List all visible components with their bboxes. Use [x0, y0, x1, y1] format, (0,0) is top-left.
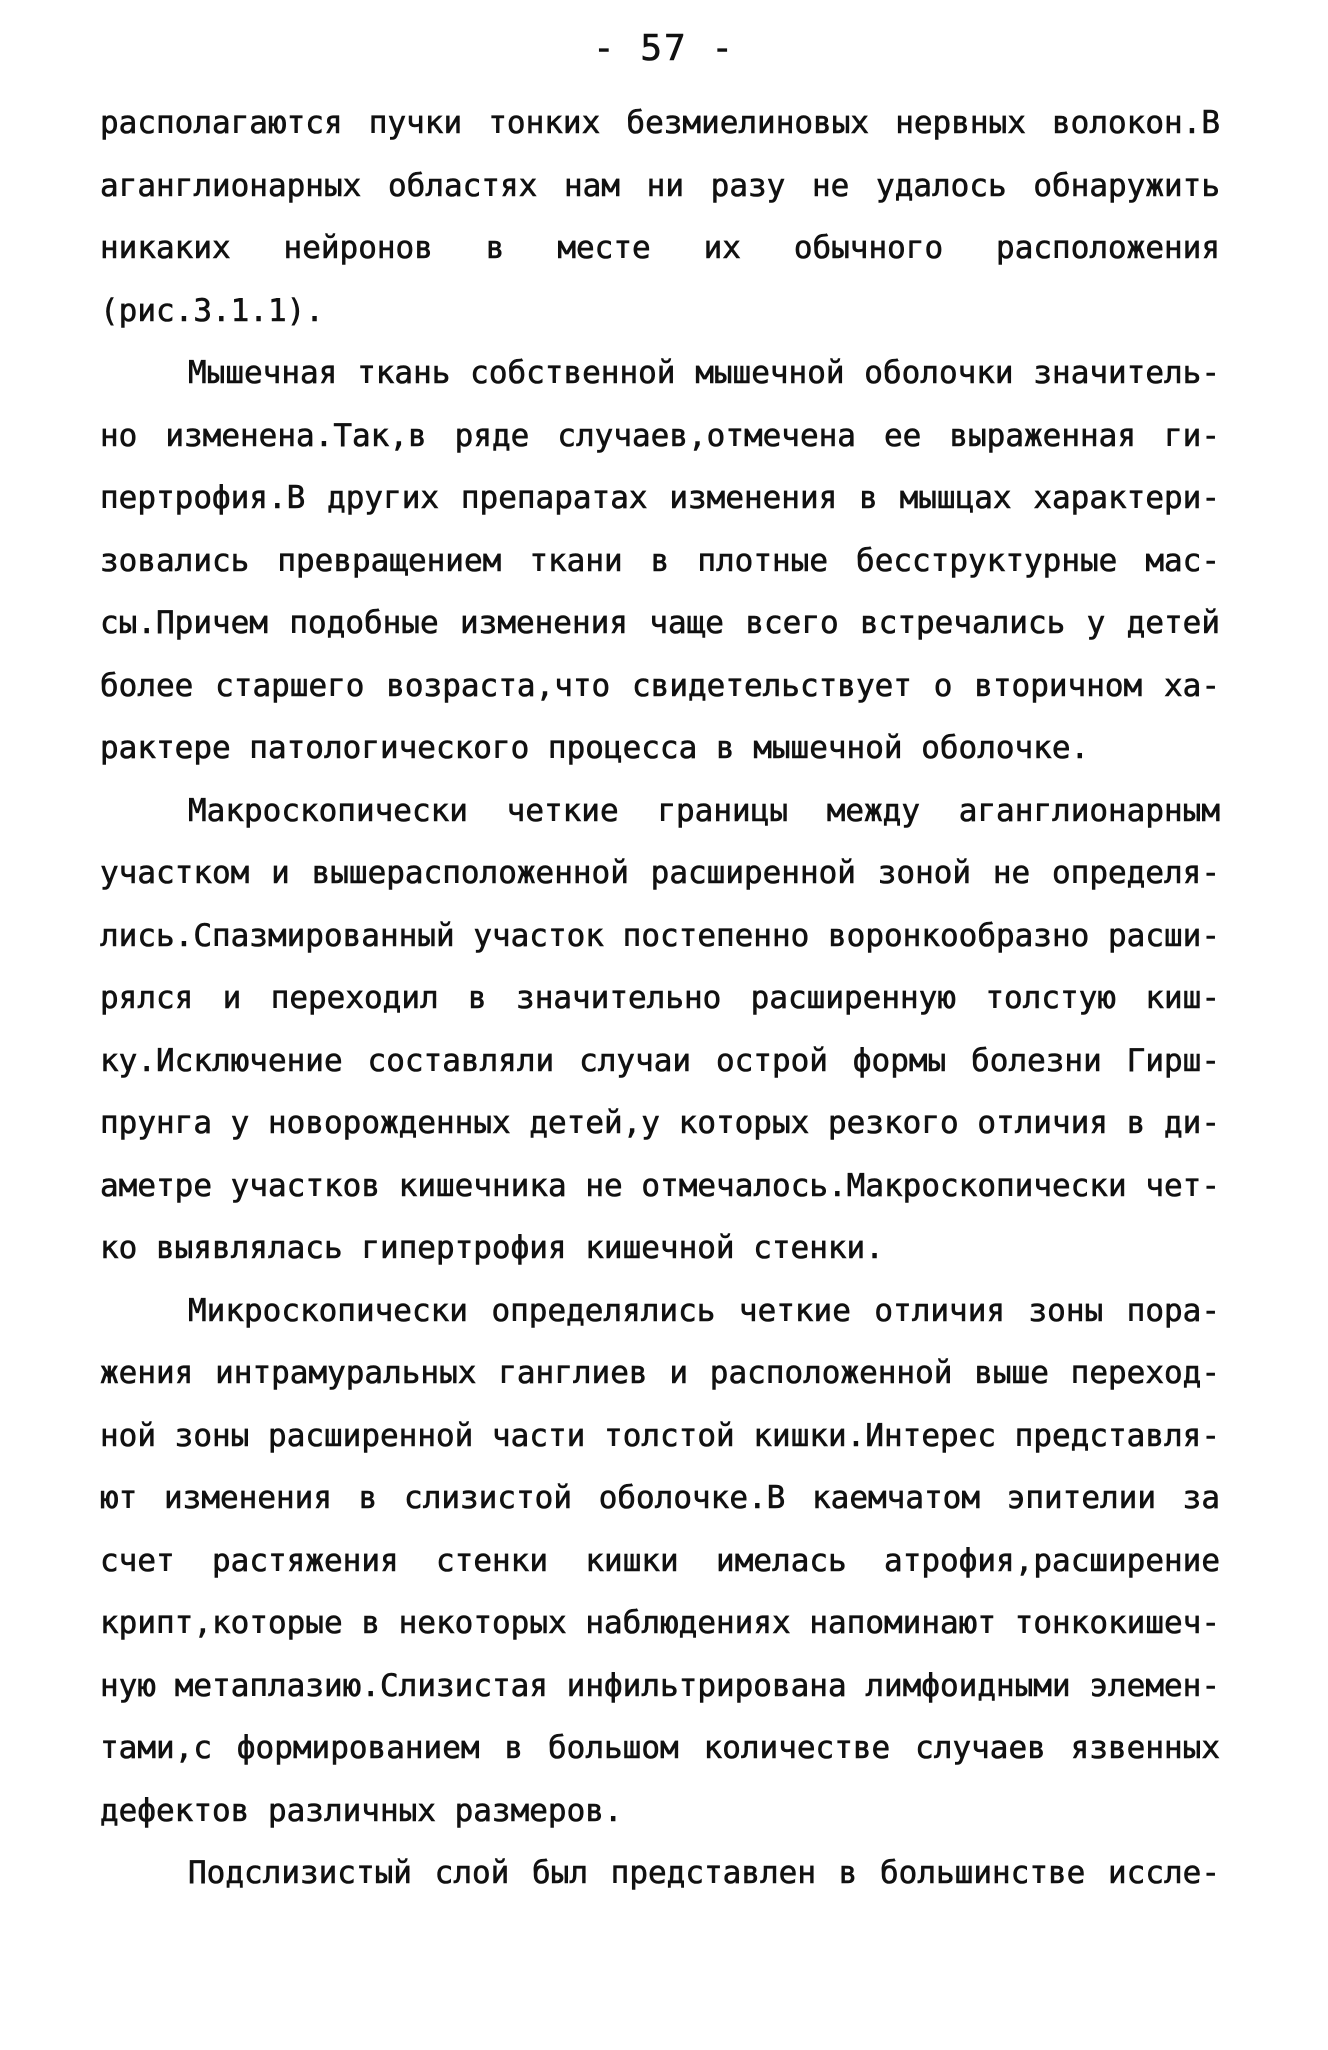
page-number: - 57 -: [592, 28, 736, 69]
text-line: сы.Причем подобные изменения чаще всего встречались у детей: [100, 605, 1220, 641]
text-line: дефектов различных размеров.: [100, 1792, 623, 1829]
text-line: ную метаплазию.Слизистая инфильтрирована лимфоидными элемен-: [100, 1667, 1220, 1704]
paragraph-first-line: Подслизистый слой был представлен в большинстве иссле-: [188, 1855, 1220, 1891]
text-line: пертрофия.В других препаратах изменения в мышцах характери-: [100, 480, 1220, 516]
text-line: аганглионарных областях нам ни разу не удалось обнаружить: [100, 167, 1220, 204]
text-line: крипт,которые в некоторых наблюдениях напоминают тонкокишеч-: [100, 1605, 1220, 1641]
text-line: (рис.3.1.1).: [100, 292, 324, 329]
text-line: располагаются пучки тонких безмиелиновых нервных волокон.В: [100, 105, 1220, 141]
text-line: ко выявлялась гипертрофия кишечной стенки.: [100, 1230, 884, 1266]
text-line: жения интрамуральных ганглиев и расположенной выше переход-: [100, 1355, 1220, 1391]
paragraph-first-line: Микроскопически определялись четкие отличия зоны пора-: [188, 1292, 1220, 1329]
text-line: рялся и переходил в значительно расширенную толстую киш-: [100, 980, 1220, 1016]
text-line: участком и вышерасположенной расширенной зоной не определя-: [100, 855, 1220, 891]
text-line: счет растяжения стенки кишки имелась атрофия,расширение: [100, 1542, 1220, 1579]
text-line: зовались превращением ткани в плотные бесструктурные мас-: [100, 542, 1220, 579]
paragraph-first-line: Мышечная ткань собственной мышечной оболочки значитель-: [188, 355, 1220, 391]
text-line: более старшего возраста,что свидетельствует о вторичном ха-: [100, 667, 1220, 704]
text-line: прунга у новорожденных детей,у которых резкого отличия в ди-: [100, 1105, 1220, 1141]
text-line: но изменена.Так,в ряде случаев,отмечена ее выраженная ги-: [100, 417, 1220, 454]
text-line: ной зоны расширенной части толстой кишки.Интерес представля-: [100, 1417, 1220, 1454]
paragraph-first-line: Макроскопически четкие границы между аганглионарным: [188, 792, 1220, 829]
body-text: [100, 92, 1220, 1905]
text-line: лись.Спазмированный участок постепенно воронкообразно расши-: [100, 917, 1220, 954]
text-line: никаких нейронов в месте их обычного расположения: [100, 230, 1220, 266]
text-line: ку.Исключение составляли случаи острой формы болезни Гирш-: [100, 1042, 1220, 1079]
text-line: рактере патологического процесса в мышечной оболочке.: [100, 730, 1090, 766]
text-line: тами,с формированием в большом количестве случаев язвенных: [100, 1730, 1220, 1766]
text-line: аметре участков кишечника не отмечалось.Макроскопически чет-: [100, 1167, 1220, 1204]
text-line: ют изменения в слизистой оболочке.В каемчатом эпителии за: [100, 1480, 1220, 1516]
